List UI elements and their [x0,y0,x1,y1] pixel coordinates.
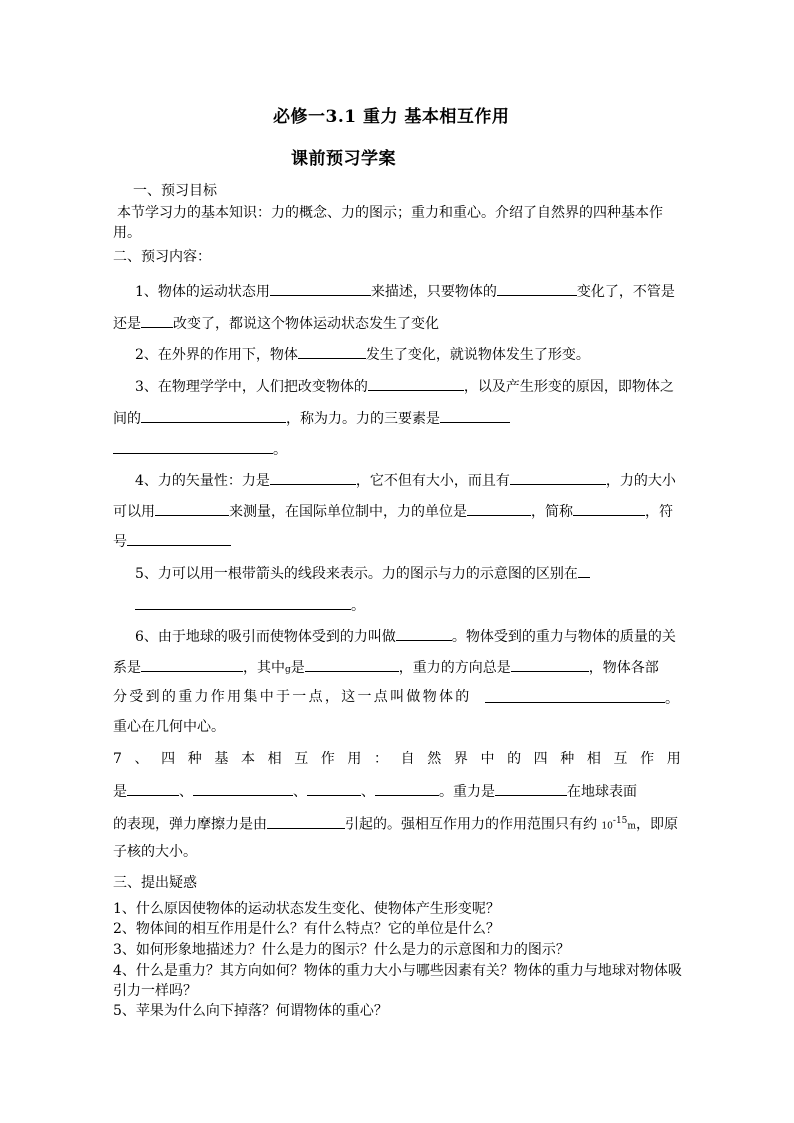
q7-heading-char: 中 [480,751,495,767]
question-3-line-3 [113,439,287,459]
q7-exp-unit: m [627,821,636,832]
question-6-line-4: 重心在几何中心。 [113,719,225,735]
q3-text-e: 。 [273,442,287,458]
q3-text-a: 3、在物理学学中，人们把改变物体的 [135,379,368,395]
q4-text-e: 来测量，在国际单位制中，力的单位是 [229,504,467,520]
question-5-line-1 [135,563,590,583]
question-6-line-3-blank [485,688,679,708]
q2-text-b: 发生了变化，就说物体发生了形变。 [365,347,590,363]
q6-text-d: ，其中 [243,660,285,676]
section-3-heading: 三、提出疑惑 [113,875,197,891]
page-subtitle: 课前预习学案 [291,149,396,169]
q7-heading-char: 用 [347,751,362,767]
q5-text-b: 。 [351,598,365,614]
q7-heading-char: 相 [267,751,282,767]
q7-heading-char: 7 [113,751,122,767]
q3-blank-4[interactable] [113,439,273,454]
q7-text-c: 在地球表面 [567,784,637,800]
q6-blank-2[interactable] [141,657,243,672]
q7-text-d: 的表现，弹力摩擦力是由 [113,816,267,833]
q7-sep-3: 、 [361,784,375,800]
section-1-text-cont: 用。 [113,225,141,241]
q6-blank-5[interactable] [485,688,665,703]
q1-text-d: 还是 [113,316,141,332]
q6-text-c: 系是 [113,660,141,676]
q7-heading-char: 互 [294,751,309,767]
q7-blank-1[interactable] [127,781,179,796]
q7-heading-char: 作 [640,751,655,767]
q7-text-f: ，即原 [635,816,678,833]
q1-blank-2[interactable] [497,281,577,296]
q7-heading-char: 互 [613,751,628,767]
q7-heading-char: 用 [666,751,681,767]
q7-heading-char: 种 [560,751,575,767]
q6-text-f: 是 [290,660,305,676]
q6-blank-4[interactable] [511,657,589,672]
q7-heading-char: 种 [187,751,202,767]
q4-text-d: 可以用 [113,504,155,520]
question-6-line-2 [113,657,659,679]
q1-blank-1[interactable] [270,281,371,296]
q7-heading-char: 自 [400,751,415,767]
q4-text-c: ，力的大小 [605,473,676,489]
question-1-line-1 [135,281,675,301]
question-7-line-1 [113,750,681,768]
doubt-item-1: 1、什么原因使物体的运动状态发生变化、使物体产生形变呢？ [113,901,500,917]
q7-blank-5[interactable] [495,781,567,796]
q5-text-a: 5、力可以用一根带箭头的线段来表示。力的图示与力的示意图的区别在 [135,566,578,582]
question-3-line-2 [113,408,510,428]
q4-text-g: ，符 [645,504,673,520]
q6-text-g: ，重力的方向总是 [398,660,511,676]
doubt-item-3: 3、如何形象地描述力？什么是力的图示？什么是力的示意图和力的图示？ [113,942,570,958]
doubt-item-4-cont: 引力一样吗？ [113,983,197,999]
q4-text-a: 4、力的矢量性：力是 [135,473,270,489]
q6-text-b: 。物体受到的重力与物体的质量的关 [451,629,676,645]
q7-sep-2: 、 [293,784,307,800]
q7-text-a: 是 [113,784,127,800]
q1-blank-3[interactable] [141,313,173,328]
q1-text-c: 变化了，不管是 [576,284,675,300]
q7-heading-char: 界 [453,751,468,767]
q7-exp-base: 10 [601,821,613,832]
q7-heading-char: 基 [214,751,229,767]
question-4-line-2 [113,501,673,521]
q1-text-b: 来描述，只要物体的 [370,284,497,300]
q4-blank-1[interactable] [270,470,356,485]
q3-text-c: 间的 [113,411,141,427]
q4-text-f: ，简称 [531,504,573,520]
q5-blank-1[interactable] [578,563,590,578]
q4-blank-5[interactable] [573,501,645,516]
q3-text-b: ，以及产生形变的原因，即物体之 [463,379,674,395]
question-6-line-1 [135,626,676,646]
question-2 [135,344,590,364]
q7-heading-char: 然 [427,751,442,767]
q2-blank-1[interactable] [298,344,366,359]
q7-heading-char: 、 [134,751,149,767]
q6-text-h: ，物体各部 [588,660,659,676]
q7-text-e: 引起的。强相互作用力的作用范围只有约 [345,816,602,833]
q6-text-j: 。 [665,691,679,707]
q6-text-i: 分受到的重力作用集中于一点，这一点叫做物体的 [113,689,472,705]
question-7-line-2 [113,781,637,801]
q7-heading-char: 四 [533,751,548,767]
q7-exp: -15 [612,816,628,826]
question-5-line-2 [135,595,365,615]
q3-blank-1[interactable] [368,376,464,391]
q3-text-d: ，称为力。力的三要素是 [286,411,440,427]
q7-sep-1: 、 [179,784,193,800]
q7-blank-4[interactable] [375,781,439,796]
q7-blank-6[interactable] [267,814,345,829]
q4-blank-6[interactable] [127,531,231,546]
q4-blank-4[interactable] [467,501,531,516]
q3-blank-3[interactable] [440,408,510,423]
question-7-line-4: 子核的大小。 [113,844,197,860]
q7-heading-char: 作 [320,751,335,767]
q7-text-b: 。重力是 [439,784,495,800]
section-2-heading: 二、预习内容： [113,249,211,265]
question-4-line-3 [113,531,231,551]
question-4-line-1 [135,470,676,490]
q6-blank-1[interactable] [396,626,452,641]
q1-text-e: 改变了，都说这个物体运动状态发生了变化 [173,316,439,332]
q2-text-a: 2、在外界的作用下，物体 [135,347,298,363]
q7-blank-2[interactable] [193,781,293,796]
q5-blank-2[interactable] [135,595,351,610]
doubt-item-2: 2、物体间的相互作用是什么？有什么特点？它的单位是什么？ [113,921,500,937]
section-1-text: 本节学习力的基本知识：力的概念、力的图示；重力和重心。介绍了自然界的四种基本作 [117,205,663,221]
question-1-line-2 [113,313,439,333]
q4-blank-2[interactable] [510,470,606,485]
page-title: 必修一3.1 重力 基本相互作用 [273,107,510,127]
question-7-line-3 [113,812,678,836]
q6-blank-3[interactable] [305,657,399,672]
q7-heading-char: 本 [240,751,255,767]
q3-blank-2[interactable] [141,408,286,423]
q6-text-a: 6、由于地球的吸引而使物体受到的力叫做 [135,629,396,645]
q6-symbol-g: g [285,665,291,675]
question-6-line-3 [113,688,472,706]
q4-text-b: ，它不但有大小，而且有 [355,473,510,489]
q7-blank-3[interactable] [307,781,361,796]
q1-text-a: 1、物体的运动状态用 [135,284,270,300]
doubt-item-5: 5、苹果为什么向下掉落？何谓物体的重心？ [113,1003,388,1019]
section-1-heading: 一、预习目标 [133,183,217,199]
q4-text-h: 号 [113,534,127,550]
q7-heading-char: 的 [507,751,522,767]
q7-heading-char: 相 [586,751,601,767]
question-3-line-1 [135,376,674,396]
q4-blank-3[interactable] [155,501,229,516]
doubt-item-4: 4、什么是重力？其方向如何？物体的重力大小与哪些因素有关？物体的重力与地球对物体吸 [113,963,682,979]
q7-heading-char: 四 [161,751,176,767]
q7-heading-char: ： [374,751,389,767]
